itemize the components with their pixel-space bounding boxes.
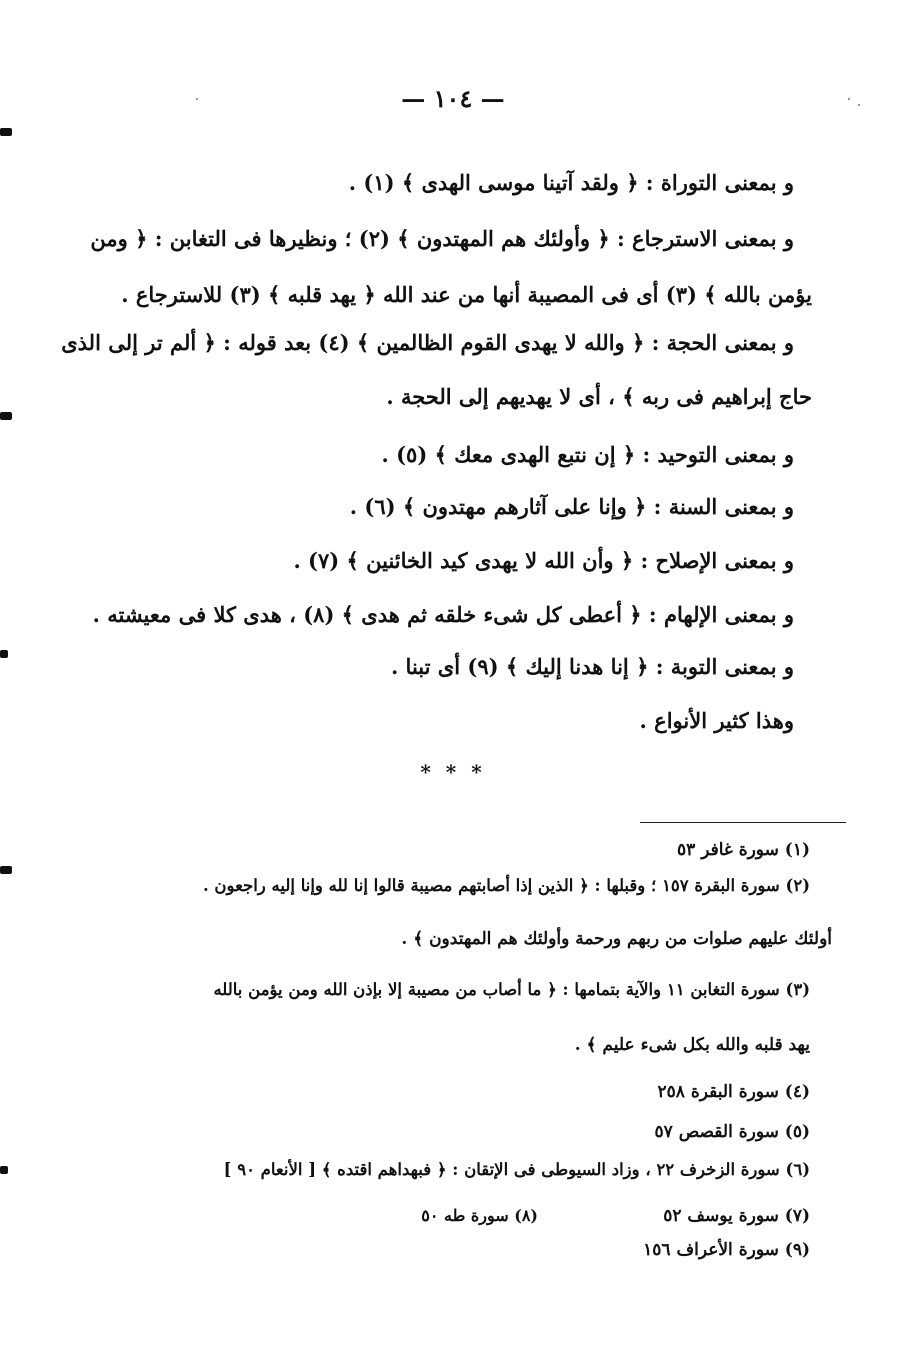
footnote: أولئك عليهم صلوات من ربهم ورحمة وأولئك هم المهتدون ﴾ .	[401, 929, 832, 949]
body-line: يؤمن بالله ﴾ (٣) أى فى المصيبة أنها من عند الله ﴿ يهد قلبه ﴾ (٣) للاسترجاع .	[121, 282, 812, 307]
body-line: و بمعنى الإلهام : ﴿ أعطى كل شىء خلقه ثم هدى ﴾ (٨) ، هدى كلا فى معيشته .	[92, 602, 794, 627]
body-line: و بمعنى الاسترجاع : ﴿ وأولئك هم المهتدون ﴾ (٢) ؛ ونظيرها فى التغابن : ﴿ ومن	[90, 226, 794, 251]
footnote-rule	[640, 822, 846, 823]
footnote: (٣) سورة التغابن ١١ والآية بتمامها : ﴿ ما أصاب من مصيبة إلا بإذن الله ومن يؤمن بالله	[213, 980, 810, 999]
footnote: (٦) سورة الزخرف ٢٢ ، وزاد السيوطى فى الإتقان : ﴿ فبهداهم اقتده ﴾ [ الأنعام ٩٠ ]	[223, 1160, 810, 1179]
body-line: و بمعنى الإصلاح : ﴿ وأن الله لا يهدى كيد الخائنين ﴾ (٧) .	[293, 548, 794, 573]
page-number: — ١٠٤ —	[401, 84, 505, 113]
speck	[196, 98, 198, 100]
binding-mark	[0, 650, 8, 658]
binding-mark	[0, 128, 12, 136]
footnote: (٧) سورة يوسف ٥٢	[663, 1206, 810, 1226]
body-line: و بمعنى التوحيد : ﴿ إن نتبع الهدى معك ﴾ (٥) .	[381, 442, 794, 467]
body-line: و بمعنى التوبة : ﴿ إنا هدنا إليك ﴾ (٩) أى تبنا .	[390, 654, 794, 679]
body-line: و بمعنى الحجة : ﴿ والله لا يهدى القوم الظالمين ﴾ (٤) بعد قوله : ﴿ ألم تر إلى الذى	[61, 330, 794, 355]
speck	[858, 104, 860, 106]
footnote: (٤) سورة البقرة ٢٥٨	[657, 1082, 810, 1102]
footnote: (٢) سورة البقرة ١٥٧ ؛ وقبلها : ﴿ الذين إذا أصابتهم مصيبة قالوا إنا لله وإنا إليه راجعون .	[202, 876, 810, 895]
body-line: و بمعنى التوراة : ﴿ ولقد آتينا موسى الهدى ﴾ (١) .	[348, 170, 794, 195]
speck	[848, 98, 850, 100]
binding-mark	[0, 866, 12, 874]
body-line: وهذا كثير الأنواع .	[639, 708, 794, 733]
body-line: و بمعنى السنة : ﴿ وإنا على آثارهم مهتدون ﴾ (٦) .	[349, 494, 794, 519]
binding-mark	[0, 412, 12, 420]
section-separator: * * *	[420, 760, 486, 784]
footnote: (١) سورة غافر ٥٣	[677, 840, 810, 860]
footnote: (٩) سورة الأعراف ١٥٦	[643, 1240, 810, 1260]
body-line: حاج إبراهيم فى ربه ﴾ ، أى لا يهديهم إلى الحجة .	[386, 384, 812, 409]
footnote: (٨) سورة طه ٥٠	[421, 1206, 538, 1225]
binding-mark	[0, 1166, 8, 1174]
footnote: (٥) سورة القصص ٥٧	[654, 1122, 810, 1142]
footnote: يهد قلبه والله بكل شىء عليم ﴾ .	[574, 1035, 810, 1055]
